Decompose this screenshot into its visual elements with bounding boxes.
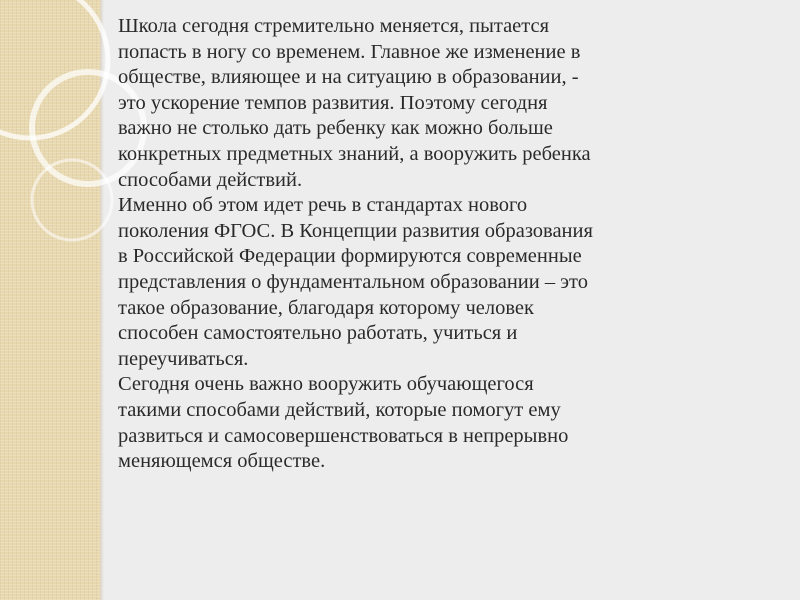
paragraph-2: Именно об этом идет речь в стандартах нового поколения ФГОС. В Концепции развития образования в Российской Федерации формируются современные представления о фундаментальном образовании – это такое образование, благодаря которому человек способен самостоятельно работать, учиться и переучиваться.	[118, 194, 593, 370]
ring-small	[32, 160, 112, 240]
paragraph-1: Школа сегодня стремительно меняется, пытается попасть в ногу со временем. Главное же изменение в обществе, влияющее и на ситуацию в образовании, - это ускорение темпов развития. Поэтому сегодня важно не столько дать ребенку как можно больше конкретных предметных знаний, а вооружить ребенка способами действий.	[118, 15, 591, 191]
body-text	[118, 14, 768, 475]
paragraph-3: Сегодня очень важно вооружить обучающегося такими способами действий, которые помогут ему развиться и самосовершенствоваться в непрерывно меняющемся обществе.	[118, 373, 569, 473]
ring-large	[0, 0, 108, 138]
